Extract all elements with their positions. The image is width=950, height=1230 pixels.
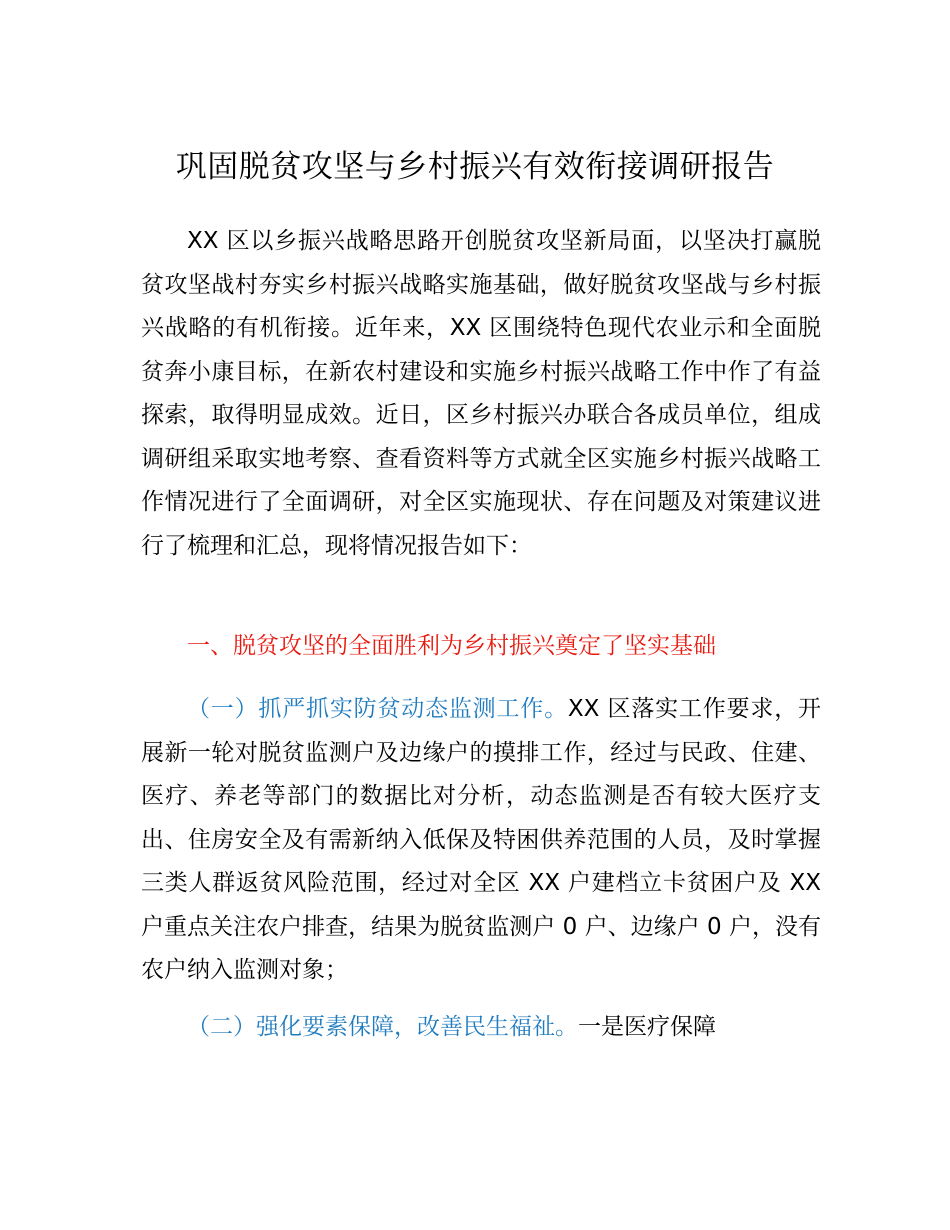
- subsection-1-heading: （一）抓严抓实防贫动态监测工作。: [187, 696, 568, 722]
- subsection-2-paragraph: [141, 1006, 821, 1050]
- subsection-1-paragraph: [141, 688, 821, 993]
- section-1-heading: 一、脱贫攻坚的全面胜利为乡村振兴奠定了坚实基础: [187, 633, 716, 659]
- document-title: 巩固脱贫攻坚与乡村振兴有效衔接调研报告: [175, 149, 775, 185]
- subsection-2-text: 一是医疗保障: [578, 1014, 716, 1040]
- subsection-1-text: XX 区落实工作要求，开展新一轮对脱贫监测户及边缘户的摸排工作，经过与民政、住建、医疗、养老等部门的数据比对分析，动态监测是否有较大医疗支出、住房安全及有需新纳入低保及特困供养范围的人员，及时掌握三类人群返贫风险范围，经过对全区 XX 户建档立卡贫困户及 XX 户重点关注农户排查，结果为脱贫监测户 0 户、边缘户 0 户，没有农户纳入监测对象；: [141, 696, 822, 983]
- subsection-2-heading: （二）强化要素保障，改善民生福祉。: [187, 1014, 578, 1040]
- intro-paragraph: XX 区以乡振兴战略思路开创脱贫攻坚新局面，以坚决打赢脱贫攻坚战村夯实乡村振兴战略实施基础，做好脱贫攻坚战与乡村振兴战略的有机衔接。近年来，XX 区围绕特色现代农业示和全面脱贫奔小康目标，在新农村建设和实施乡村振兴战略工作中作了有益探索，取得明显成效。近日，区乡村振兴办联合各成员单位，组成调研组采取实地考察、查看资料等方式就全区实施乡村振兴战略工作情况进行了全面调研，对全区实施现状、存在问题及对策建议进行了梳理和汇总，现将情况报告如下：: [141, 228, 821, 559]
